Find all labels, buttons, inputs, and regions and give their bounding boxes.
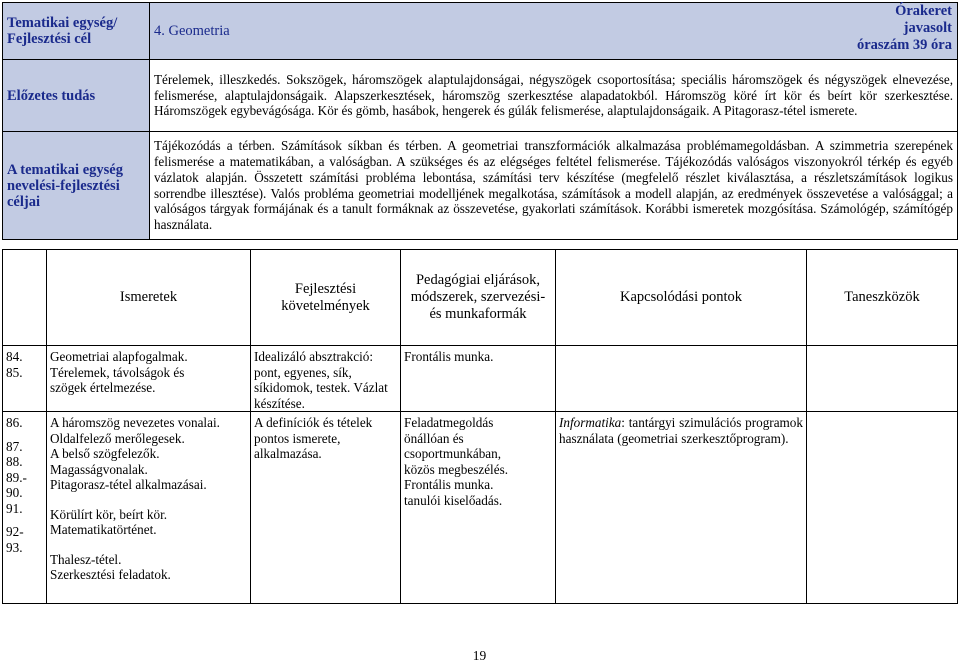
lesson-number: 86.: [6, 415, 23, 430]
lesson-number: 88.: [6, 454, 23, 469]
unit-label: Tematikai egység/ Fejlesztési cél: [7, 15, 118, 47]
lesson-numbers: [3, 346, 47, 412]
requirements-cell: A definíciók és tételek pontos ismerete, alkalmazása.: [251, 412, 401, 604]
table-row: [3, 346, 958, 412]
header-requirements: Fejlesztési követelmények: [251, 250, 401, 346]
topics-cell: [47, 412, 251, 604]
topic-line: Oldalfelező merőlegesek.: [50, 430, 185, 446]
method-line: tanulói kiselőadás.: [404, 492, 503, 508]
links-text: : tantárgyi szimulációs programok használata (geometriai szerkesztőprogram).: [559, 415, 803, 446]
goals-label-cell: [3, 132, 150, 240]
lesson-number: 91.: [6, 500, 23, 516]
topic-line: Térelemek, távolságok és: [50, 364, 185, 380]
method-line: Feladatmegoldás: [404, 415, 494, 430]
topic-line: szögek értelmezése.: [50, 380, 156, 395]
topic-line: Magasságvonalak.: [50, 461, 148, 477]
topic-line: A háromszög nevezetes vonalai.: [50, 415, 220, 430]
links-subject: Informatika: [559, 415, 622, 430]
hours-suggested: javasolt: [903, 20, 952, 36]
lesson-number: 85.: [6, 364, 23, 380]
header-links: Kapcsolódási pontok: [556, 250, 807, 346]
table-header-row: [3, 250, 958, 346]
goals-label: A tematikai egység nevelési-fejlesztési céljai: [7, 161, 123, 210]
lesson-number: 87.: [6, 438, 23, 454]
unit-title-cell: [150, 3, 958, 60]
header-methods: Pedagógiai eljárások, módszerek, szervezési- és munkaformák: [401, 250, 556, 346]
header-topics: Ismeretek: [47, 250, 251, 346]
methods-cell: Frontális munka.: [401, 346, 556, 412]
methods-cell: [401, 412, 556, 604]
lesson-number: 89.-: [6, 469, 27, 485]
lesson-number: 90.: [6, 485, 23, 500]
links-cell: [556, 346, 807, 412]
method-line: Frontális munka.: [404, 477, 494, 492]
topic-line: A belső szögfelezők.: [50, 446, 160, 461]
tools-cell: [807, 346, 958, 412]
hours-value: óraszám 39 óra: [856, 37, 952, 53]
method-line: csoportmunkában,: [404, 446, 502, 461]
requirements-cell: Idealizáló absztrakció: pont, egyenes, sík, síkidomok, testek. Vázlat készítése.: [251, 346, 401, 412]
header-tools: Taneszközök: [807, 250, 958, 346]
topic-line: Pitagorasz-tétel alkalmazásai.: [50, 477, 207, 492]
page-number: 19: [472, 648, 487, 663]
hours-label: Órakeret: [895, 3, 952, 19]
table-row: [3, 412, 958, 604]
topic-line: Matematikatörténet.: [50, 522, 157, 537]
topic-line: Körülírt kör, beírt kör.: [50, 506, 168, 522]
topic-line: Szerkesztési feladatok.: [50, 567, 171, 582]
topics-cell: [47, 346, 251, 412]
prior-knowledge-label: Előzetes tudás: [7, 87, 96, 104]
hours-block: [857, 3, 952, 54]
lesson-plan-table: [2, 249, 958, 604]
method-line: önállóan és: [404, 430, 464, 446]
lesson-number: 93.: [6, 539, 23, 555]
links-cell: [556, 412, 807, 604]
method-line: közös megbeszélés.: [404, 461, 508, 477]
lesson-number: 92-: [6, 524, 24, 539]
lesson-numbers: [3, 412, 47, 604]
topic-line: Thalesz-tétel.: [50, 551, 122, 567]
tools-cell: [807, 412, 958, 604]
prior-knowledge-text: Térelemek, illeszkedés. Sokszögek, háromszögek alaptulajdonságai, négyszögek csoportosítása; speciális háromszögek és négyszögek elnevezése, felismerése, alaptulajdonságaik. Alapszerkesztések, háromszög szerkesztése alapadatokból. Háromszög köré írt kör és beírt kör szerkesztése. Háromszögek egybevágósága. Kör és gömb, hasábok, hengerek és gúlák felismerése, alaptulajdonságaik. A Pitagorasz-tétel ismerete.: [150, 60, 958, 132]
unit-title: 4. Geometria: [154, 23, 230, 39]
unit-overview-table: [2, 2, 958, 240]
header-number: [3, 250, 47, 346]
topic-line: Geometriai alapfogalmak.: [50, 349, 188, 364]
lesson-number: 84.: [6, 349, 23, 364]
unit-label-cell: [3, 3, 150, 60]
goals-text: Tájékozódás a térben. Számítások síkban és térben. A geometriai transzformációk alkalmazása problémamegoldásban. A szimmetria szerepének felismerése a matematikában, a valóságban. A szükséges és az elégséges feltétel felismerése. Tájékozódás valóságos viszonyokról térkép és egyéb vázlatok alapján. Összetett számítási probléma lebontása, számítási terv készítése (megfelelő részlet kiválasztása, a részletszámítások logikus sorrendbe illesztése). Valós probléma geometriai modelljének megalkotása, számítások a modell alapján, az eredmények összevetése a valósággal; a valóságos tárgyak formájának és a tanult formáknak az összevetése, gyakorlati számítások. Korábbi ismeretek mozgósítása. Számológép, számítógép használata.: [150, 132, 958, 240]
prior-knowledge-label-cell: [3, 60, 150, 132]
